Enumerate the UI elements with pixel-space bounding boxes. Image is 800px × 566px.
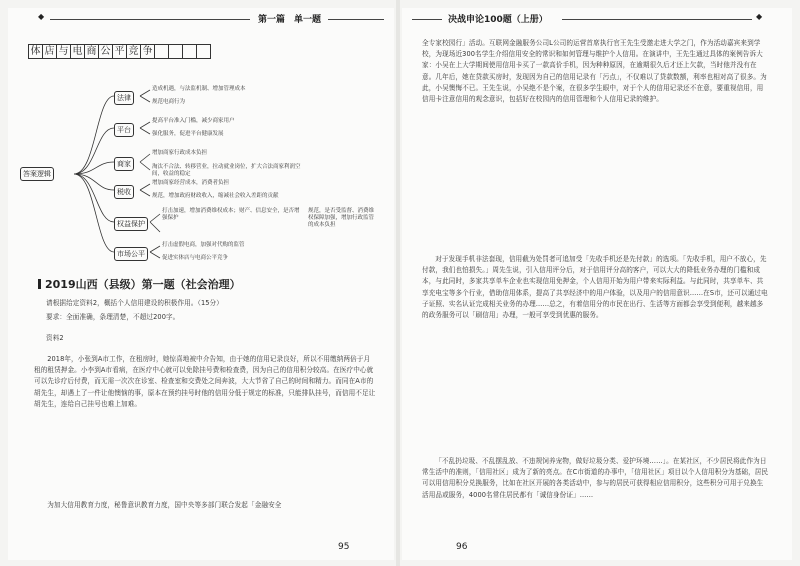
leaf-text: 规范电商行为 xyxy=(152,99,186,105)
header-text: 决战申论100题（上册） xyxy=(448,15,548,25)
heading-bar xyxy=(38,279,41,289)
title-cell: 与 xyxy=(56,44,71,59)
leaf-text: 淘汰不合法、转移营业，拉动就业岗位，扩大合法商家利润空间，收益的稳定 xyxy=(152,164,301,177)
branch-tax: 税收 xyxy=(114,185,134,199)
header-rule xyxy=(328,19,384,20)
title-cell xyxy=(154,44,169,59)
leaf-text: 打击加速，增加消费维权成本；财产、信息安全，是否增强保护 xyxy=(162,208,300,221)
right-page xyxy=(402,8,792,560)
title-cell xyxy=(182,44,197,59)
leaf-text: 打击虚假电商，加强对代购的监管 xyxy=(162,242,245,248)
page-number: 95 xyxy=(338,542,350,552)
title-cell: 商 xyxy=(84,44,99,59)
question-heading xyxy=(38,276,241,292)
question-requirement: 要求：全面准确，条理清楚，不超过200字。 xyxy=(46,313,180,321)
title-cell xyxy=(168,44,183,59)
header-rule xyxy=(562,19,752,20)
page-number: 96 xyxy=(456,542,468,552)
leaf-text: 增加商家行政成本负担 xyxy=(152,150,208,156)
material-paragraph: 「不乱扔垃圾、不乱摆乱放、不违规饲养宠物，做好垃圾分类、爱护环境……」。在某社区，不少居民将此作为日常生活中的准则，「信用社区」成为了新的亮点。在C市街道的办事中，「信用社区」项目以个人信用积分为基础，居民可以用信用积分兑换服务，比如在社区开展的各类活动中，参与的居民可获得相应信用积分，这些积分可用于兑换生活用品或服务，4000名常住居民都有「诚信身份证」…… xyxy=(422,457,769,499)
title-cell: 争 xyxy=(140,44,155,59)
diamond-icon: ◆ xyxy=(756,12,763,21)
heading-text: 2019山西（县级）第一题（社会治理） xyxy=(45,278,241,291)
essay-title-grid xyxy=(28,44,210,59)
mindmap-root: 答案逻辑 xyxy=(20,167,54,181)
material-label: 资料2 xyxy=(46,334,64,342)
material-paragraph: 全专家校园行」活动。互联网金融服务公司L公司的运营首席执行官王先生受邀走进大学之门，作为活动嘉宾来到学校，为现场近300名学生介绍信用安全的常识和如何管理与维护个人信用。在演讲中，王先生通过具体的案例告诉大家：小吴在上大学期间使用信用卡买了一款高价手机，因为种种原因，在逾期很久后才还上欠款，当时他并没有在意。几年后，她在贷款买房时，发现因为自己的信用记录有「污点」，不仅难以了贷款数额，利率也相对高了很多。为此，小吴懊悔不已。王先生说，小吴绝不是个案，在很多学生眼中，对于个人的信用记录还不在意，要重视信用，用信用卡注意信用的观念意识，包括好在校园内的信用管理和个人信用记录的维护。 xyxy=(422,39,767,104)
material-paragraph: 为加大信用教育力度，秘鲁意识教育力度，国中央等多部门联合发起「金融安全 xyxy=(47,501,282,509)
branch-merchant: 商家 xyxy=(114,157,134,171)
title-cell: 平 xyxy=(112,44,127,59)
branch-market-fairness: 市场公平 xyxy=(114,247,148,261)
question-prompt: 请根据给定资料2，概括个人信用建设的积极作用。（15分） xyxy=(46,299,223,307)
book-gutter xyxy=(396,0,400,566)
title-cell: 体 xyxy=(28,44,43,59)
leaf-text: 强化服务，促进平台健康发展 xyxy=(152,131,224,137)
diamond-icon: ◆ xyxy=(38,12,45,21)
leaf-text: 造成机遇，与法监机制、增加管理成本 xyxy=(152,86,246,92)
title-cell: 公 xyxy=(98,44,113,59)
left-page xyxy=(8,8,394,560)
material-paragraph: 2018年，小张到A市工作，在租房时，她惊喜地被中介告知，由于她的信用记录良好，所以不用缴纳两倍于月租的租赁押金。小李到A市看病，在医疗中心就可以免除挂号费和检查费，因为自己的信用积分较高。在医疗中心就可以先诊疗后付费，而无需一次次在诊室、检查室和交费处之间奔波，大大节省了自己的时间和精力。而同在A市的胡先生，却遇上了一件让他懊恼的事，原本在预约挂号时他的信用分低于规定的标准，只能排队挂号，而信用不足让胡先生，连给自己挂号也难上加难。 xyxy=(34,355,376,408)
leaf-text: 增加商家经营成本，消费者负担 xyxy=(152,180,230,186)
title-cell: 电 xyxy=(70,44,85,59)
title-cell: 竞 xyxy=(126,44,141,59)
leaf-text: 提高平台准入门槛，减少商家用户 xyxy=(152,118,235,124)
header-rule xyxy=(50,19,250,20)
branch-platform: 平台 xyxy=(114,123,134,137)
answer-logic-mindmap xyxy=(16,66,376,266)
title-cell xyxy=(196,44,211,59)
header-text: 第一篇 单一题 xyxy=(258,15,322,25)
leaf-text: 规范，增加政府财政收入，缩减社会收入差距的贡献 xyxy=(152,193,279,199)
title-cell: 店 xyxy=(42,44,57,59)
material-paragraph: 对于发现手机非法套现，信用截为处罚者可追加受「先收手机还是先付款」的选项。「先收手机，用户不放心，先付款，我们也怕损失。」周先生说，引入信用评分后，对于信用评分高的客户，可以大大的降低业务办理的门槛和成本，与此同时，多家共享单车企业也实现信用免押金，个人信用开始为用户带来实际利益。与此同时，共享单车、共享充电宝等多个行业，借助信用体系，提高了共享经济中的用户体验，以及用户的信用意识……在S市，还可以通过电子证照、实名认证完成相关业务的办理……总之，有着信用分的市民在出行、生活等方面都会享受到便利，越来越多的政务服务可以「刷信用」办理，一般可享受到优惠的服务。 xyxy=(422,255,768,320)
branch-law: 法律 xyxy=(114,91,134,105)
header-rule xyxy=(412,19,442,20)
leaf-text: 促进实体店与电商公平竞争 xyxy=(162,255,229,261)
branch-rights-protection: 权益保护 xyxy=(114,217,148,231)
leaf-text: 规范，是否受监督、消费维权保障加强，增加行政监管的成本负担 xyxy=(308,208,375,228)
